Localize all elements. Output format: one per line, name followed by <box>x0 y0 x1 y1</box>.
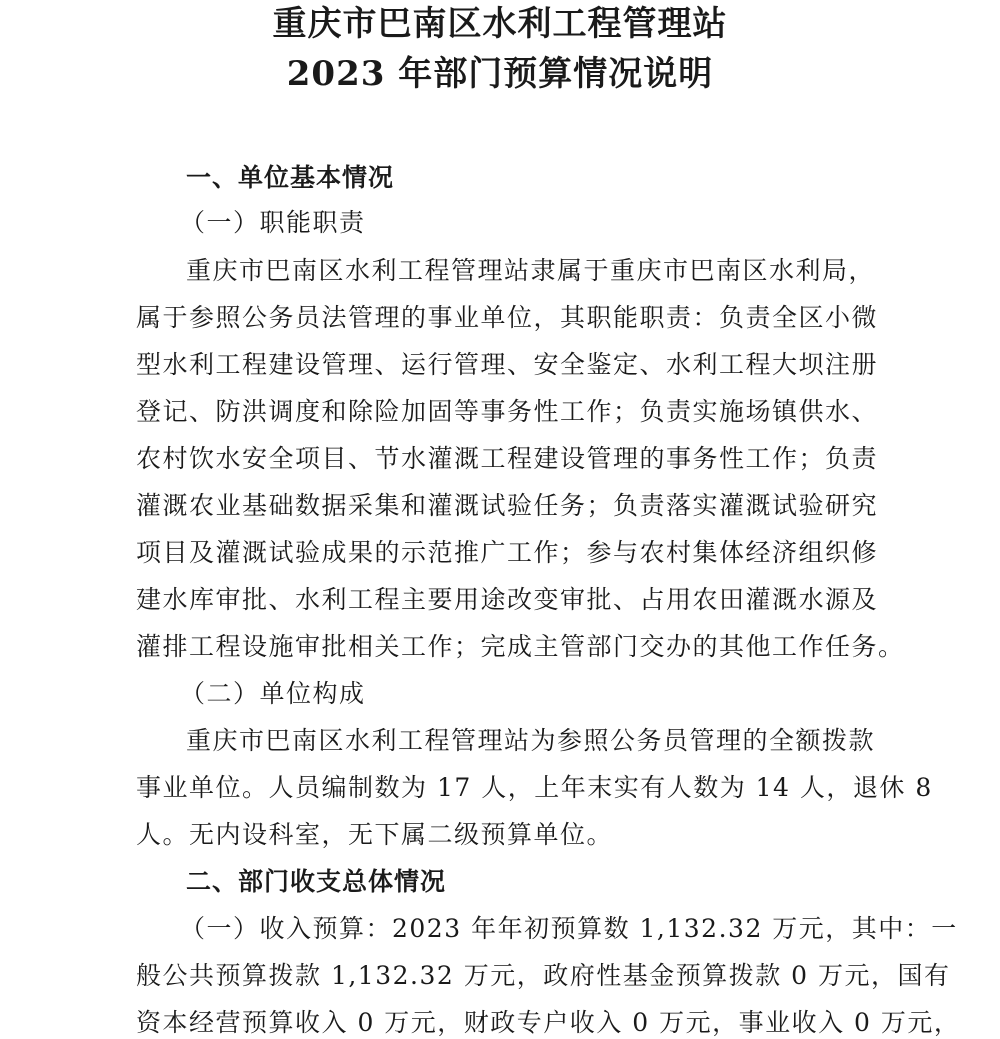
paragraph-line: 事业单位。人员编制数为 17 人，上年末实有人数为 14 人，退休 8 <box>136 773 933 802</box>
subsection-heading-composition: （二）单位构成 <box>180 679 366 708</box>
document-title-line-1: 重庆市巴南区水利工程管理站 <box>272 4 728 44</box>
paragraph-line: 般公共预算拨款 1,132.32 万元，政府性基金预算拨款 0 万元，国有 <box>136 961 951 990</box>
paragraph-line: 型水利工程建设管理、运行管理、安全鉴定、水利工程大坝注册 <box>136 350 879 379</box>
paragraph-line: 登记、防洪调度和除险加固等事务性工作；负责实施场镇供水、 <box>136 397 879 426</box>
paragraph-line: 人。无内设科室，无下属二级预算单位。 <box>136 820 614 849</box>
paragraph-line: 资本经营预算收入 0 万元，财政专户收入 0 万元，事业收入 0 万元， <box>136 1008 961 1037</box>
section-heading-revenue-expenditure: 二、部门收支总体情况 <box>186 867 447 896</box>
paragraph-line: 灌排工程设施审批相关工作；完成主管部门交办的其他工作任务。 <box>136 632 905 661</box>
paragraph-line: 农村饮水安全项目、节水灌溉工程建设管理的事务性工作；负责 <box>136 444 879 473</box>
document-title-line-2: 2023 年部门预算情况说明 <box>286 54 714 94</box>
paragraph-line: 重庆市巴南区水利工程管理站隶属于重庆市巴南区水利局， <box>186 256 876 285</box>
paragraph-line: 属于参照公务员法管理的事业单位，其职能职责：负责全区小微 <box>136 303 879 332</box>
paragraph-line: 项目及灌溉试验成果的示范推广工作；参与农村集体经济组织修 <box>136 538 879 567</box>
paragraph-line: （一）收入预算：2023 年年初预算数 1,132.32 万元，其中：一 <box>180 914 958 943</box>
section-heading-basic-info: 一、单位基本情况 <box>186 163 395 192</box>
paragraph-line: 灌溉农业基础数据采集和灌溉试验任务；负责落实灌溉试验研究 <box>136 491 879 520</box>
subsection-heading-duties: （一）职能职责 <box>180 208 366 237</box>
paragraph-line: 建水库审批、水利工程主要用途改变审批、占用农田灌溉水源及 <box>136 585 879 614</box>
paragraph-line: 重庆市巴南区水利工程管理站为参照公务员管理的全额拨款 <box>186 726 876 755</box>
